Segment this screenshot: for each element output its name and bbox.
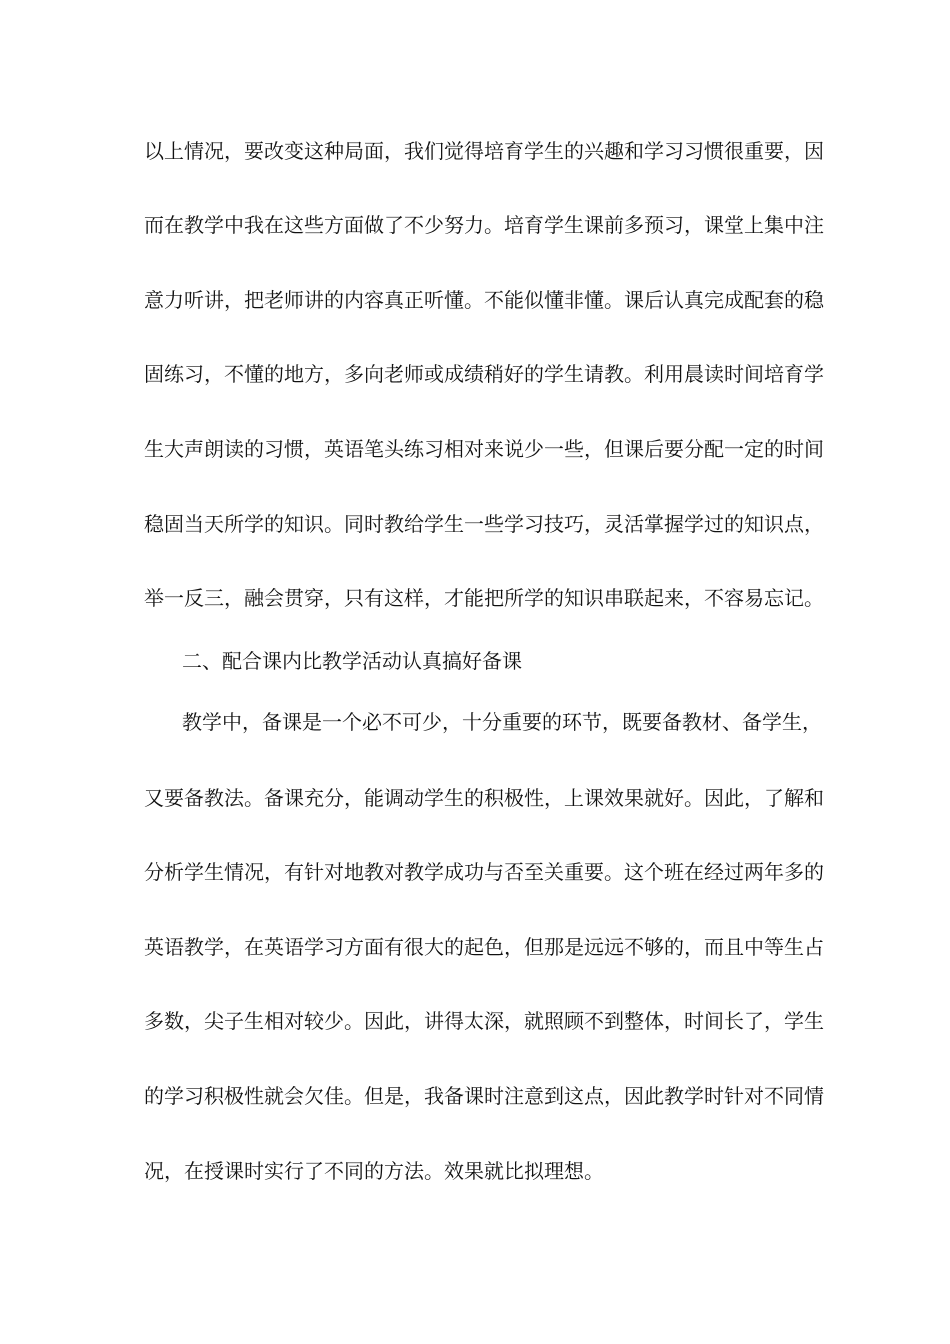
paragraph-1-line-7: 举一反三，融会贯穿，只有这样，才能把所学的知识串联起来，不容易忘记。 xyxy=(144,586,824,610)
paragraph-1-line-5: 生大声朗读的习惯，英语笔头练习相对来说少一些，但课后要分配一定的时间 xyxy=(144,437,824,461)
paragraph-2-line-3: 分析学生情况，有针对地教对教学成功与否至关重要。这个班在经过两年多的 xyxy=(144,860,824,884)
paragraph-2-line-2: 又要备教法。备课充分，能调动学生的积极性，上课效果就好。因此，了解和 xyxy=(144,786,824,810)
paragraph-1-line-6: 稳固当天所学的知识。同时教给学生一些学习技巧，灵活掌握学过的知识点， xyxy=(144,512,824,536)
paragraph-1-line-2: 而在教学中我在这些方面做了不少努力。培育学生课前多预习，课堂上集中注 xyxy=(144,213,824,237)
paragraph-2-line-4: 英语教学，在英语学习方面有很大的起色，但那是远远不够的，而且中等生占 xyxy=(144,935,824,959)
paragraph-2-line-6: 的学习积极性就会欠佳。但是，我备课时注意到这点，因此教学时针对不同情 xyxy=(144,1084,824,1108)
paragraph-2-line-5: 多数，尖子生相对较少。因此，讲得太深，就照顾不到整体，时间长了，学生 xyxy=(144,1009,824,1033)
paragraph-2-line-1: 教学中，备课是一个必不可少，十分重要的环节，既要备教材、备学生， xyxy=(182,710,822,734)
paragraph-1-line-3: 意力听讲，把老师讲的内容真正听懂。不能似懂非懂。课后认真完成配套的稳 xyxy=(144,288,824,312)
paragraph-1-line-4: 固练习，不懂的地方，多向老师或成绩稍好的学生请教。利用晨读时间培育学 xyxy=(144,362,824,386)
section-heading: 二、配合课内比教学活动认真搞好备课 xyxy=(182,649,522,673)
paragraph-2-line-7: 况，在授课时实行了不同的方法。效果就比拟理想。 xyxy=(144,1159,604,1183)
paragraph-1-line-1: 以上情况，要改变这种局面，我们觉得培育学生的兴趣和学习习惯很重要，因 xyxy=(144,139,824,163)
